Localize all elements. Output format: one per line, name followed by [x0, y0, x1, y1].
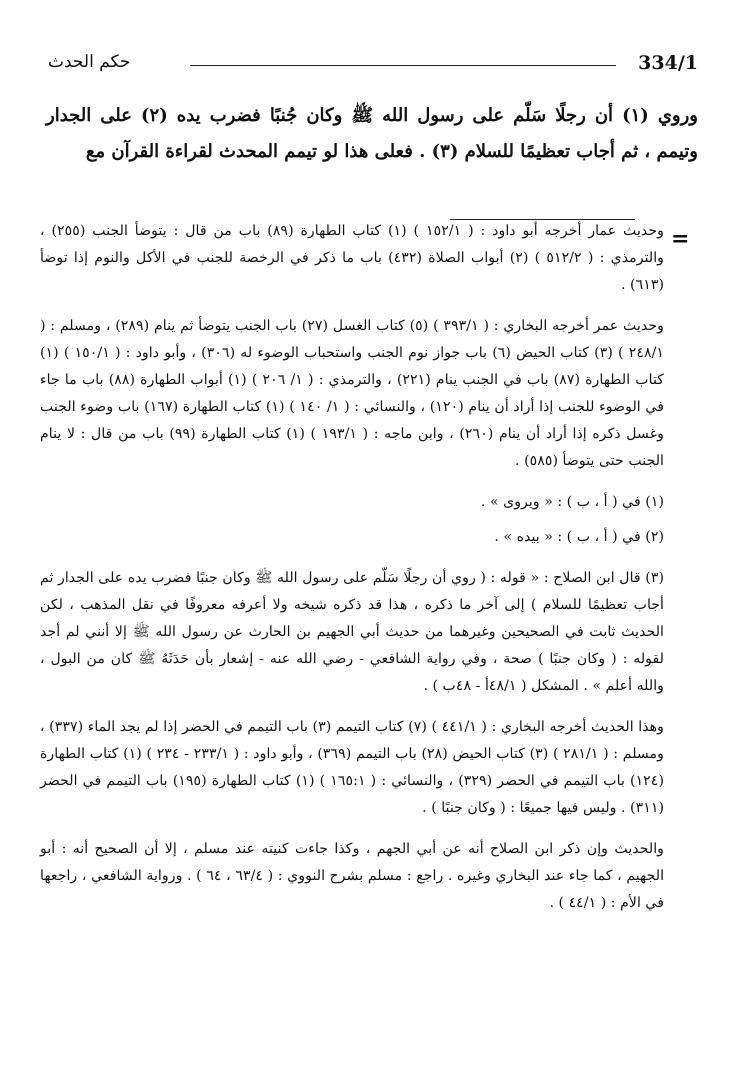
footnote-2: (٢) في ( أ ، ب ) : « بيده » .: [494, 529, 664, 545]
footnote-1: (١) في ( أ ، ب ) : « ويروى » .: [480, 494, 664, 510]
main-paragraph: وروي (١) أن رجلًا سَلّم على رسول الله ﷺ وكان جُنبًا فضرب يده (٢) على الجدار وتيمم ، ثم أجاب تعظيمًا للسلام (٣) . فعلى هذا لو تيمم المحدث لقراءة القرآن مع: [46, 105, 699, 162]
main-text: [46, 98, 698, 170]
footnote-paragraph: وحديث عمر أخرجه البخاري : ( ٣٩٣/١ ) (٥) كتاب الغسل (٢٧) باب الجنب يتوضأ ثم ينام (٢٨٩) ، ومسلم : ( ٢٤٨/١ ) (٣) كتاب الحيض (٦) باب جواز نوم الجنب واستحباب الوضوء له (٣٠٦) ، وأبو داود : ( ١٥٠/١ ) (١) كتاب الطهارة (٨٧) باب في الجنب ينام (٢٢١) ، والترمذي : ( ١/ ٢٠٦ ) (١) أبواب الطهارة (٨٨) باب ما جاء في الوضوء للجنب إذا أراد أن ينام (١٢٠) ، والنسائي : ( ١/ ١٤٠ ) (١) كتاب الطهارة (١٦٧) باب وضوء الجنب وغسل ذكره إذا أراد أن ينام (٢٦٠) ، وابن ماجه : ( ١٩٣/١ ) (١) كتاب الطهارة (٩٩) باب من قال : لا ينام الجنب حتى يتوضأ (٥٨٥) .: [40, 318, 665, 469]
continuation-mark: =: [671, 226, 690, 252]
running-title: حكم الحدث: [48, 52, 131, 72]
footnote-paragraph: والحديث وإن ذكر ابن الصلاح أنه عن أبي الجهم ، وكذا جاءت كنيته عند مسلم ، إلا أن الصحيح أنه : أبو الجهيم ، كما جاء عند البخاري وغيره . راجع : مسلم بشرح النووي : ( ٦٣/٤ ، ٦٤ ) . ورواية الشافعي ، راجعها في الأم : ( ٤٤/١ ) .: [40, 841, 665, 911]
footnote-3: (٣) قال ابن الصلاح : « قوله : ( روي أن رجلًا سَلّم على رسول الله ﷺ وكان جنبًا فضرب يده على الجدار ثم أجاب تعظيمًا للسلام ) إلى آخر ما ذكره ، هذا قد ذكره شيخه ولا أعرفه معروفًا في نقل المذهب ، لكن الحديث ثابت في الصحيحين وغيرهما من حديث أبي الجهيم بن الحارث عن رسول الله ﷺ إلا أنني لم أجد لقوله : ( وكان جنبًا ) صحة ، وفي رواية الشافعي - رضي الله عنه - إشعار بأن حَدَثَهُ ﷺ كان من البول ، والله أعلم » . المشكل ( ٤٨/١أ - ٤٨ب ) .: [40, 570, 664, 694]
running-header: [48, 52, 698, 82]
footnotes: [40, 218, 664, 925]
footnote-paragraph: وهذا الحديث أخرجه البخاري : ( ٤٤١/١ ) (٧) كتاب التيمم (٣) باب التيمم في الحضر إذا لم يجد الماء (٣٣٧) ، ومسلم : ( ٢٨١/١ ) (٣) كتاب الحيض (٢٨) باب التيمم (٣٦٩) ، وأبو داود : ( ٢٣٣/١ - ٢٣٤ ) (١) كتاب الطهارة (١٢٤) باب التيمم في الحضر (٣٢٩) ، والنسائي : ( ١٦٥:١ ) (١) كتاب الطهارة (١٩٥) باب التيمم في الحضر (٣١١) . وليس فيها جميعًا : ( وكان جنبًا ) .: [40, 719, 665, 816]
footnote-paragraph: وحديث عمار أخرجه أبو داود : ( ١٥٢/١ ) (١) كتاب الطهارة (٨٩) باب من قال : يتوضأ الجنب (٢٥٥) ، والترمذي : ( ٥١٢/٢ ) (٢) أبواب الصلاة (٤٣٢) باب ما ذكر في الرخصة للجنب في الأكل والنوم إذا توضأ (٦١٣) .: [40, 223, 664, 293]
page-number: 334/1: [638, 52, 698, 74]
header-rule: [190, 65, 616, 66]
